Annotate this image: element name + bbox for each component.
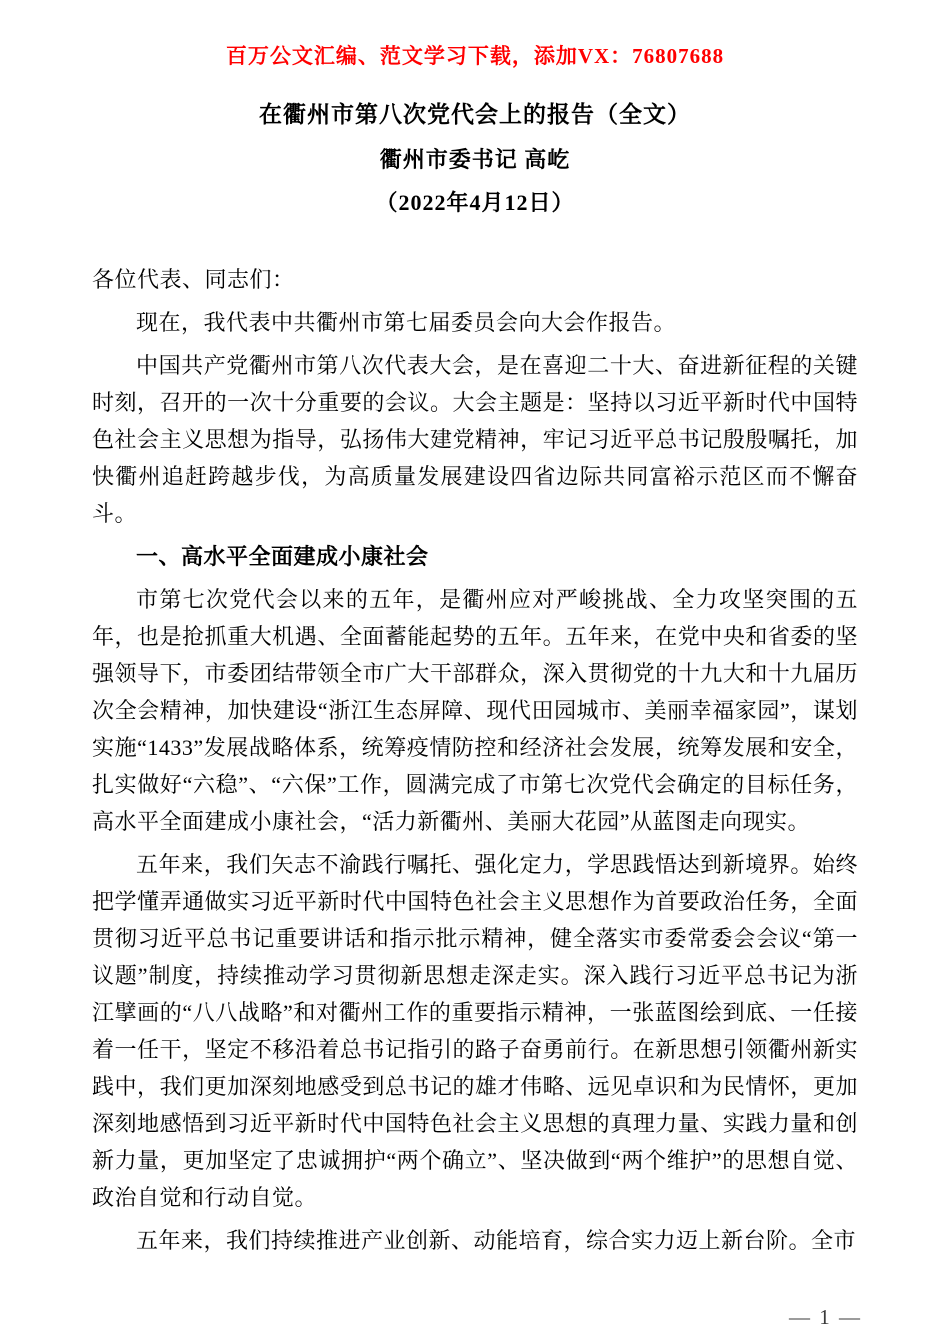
document-date: （2022年4月12日） [375,190,575,215]
body-paragraph: 现在，我代表中共衢州市第七届委员会向大会作报告。 [136,310,677,335]
salutation-paragraph: 各位代表、同志们： [92,267,295,292]
document-body [92,261,858,1259]
body-paragraph: 五年来，我们持续推进产业创新、动能培育，综合实力迈上新台阶。全市 [136,1228,857,1253]
page-number: — 1 — [789,1305,862,1329]
body-paragraph: 中国共产党衢州市第八次代表大会，是在喜迎二十大、奋进新征程的关键时刻，召开的一次十分重要的会议。大会主题是：坚持以习近平新时代中国特色社会主义思想为指导，弘扬伟大建党精神，牢记习近平总书记殷殷嘱托，加快衢州追赶跨越步伐，为高质量发展建设四省边际共同富裕示范区而不懈奋斗。 [92,353,858,526]
promo-banner-text: 百万公文汇编、范文学习下载，添加VX：76807688 [225,44,725,68]
body-paragraph: 市第七次党代会以来的五年，是衢州应对严峻挑战、全力攻坚突围的五年，也是抢抓重大机遇、全面蓄能起势的五年。五年来，在党中央和省委的坚强领导下，市委团结带领全市广大干部群众，深入贯彻党的十九大和十九届历次全会精神，加快建设“浙江生态屏障、现代田园城市、美丽幸福家园”，谋划实施“1433”发展战略体系，统筹疫情防控和经济社会发展，统筹发展和安全，扎实做好“六稳”、“六保”工作，圆满完成了市第七次党代会确定的目标任务，高水平全面建成小康社会，“活力新衢州、美丽大花园”从蓝图走向现实。 [92,587,858,834]
document-title: 在衢州市第八次党代会上的报告（全文） [259,102,691,127]
document-author: 衢州市委书记 高屹 [379,147,571,172]
body-paragraph: 五年来，我们矢志不渝践行嘱托、强化定力，学思践悟达到新境界。始终把学懂弄通做实习近平新时代中国特色社会主义思想作为首要政治任务，全面贯彻习近平总书记重要讲话和指示批示精神，健全落实市委常委会会议“第一议题”制度，持续推动学习贯彻新思想走深走实。深入践行习近平总书记为浙江擘画的“八八战略”和对衢州工作的重要指示精神，一张蓝图绘到底、一任接着一任干，坚定不移沿着总书记指引的路子奋勇前行。在新思想引领衢州新实践中，我们更加深刻地感受到总书记的雄才伟略、远见卓识和为民情怀，更加深刻地感悟到习近平新时代中国特色社会主义思想的真理力量、实践力量和创新力量，更加坚定了忠诚拥护“两个确立”、坚决做到“两个维护”的思想自觉、政治自觉和行动自觉。 [92,852,858,1210]
section-heading: 一、高水平全面建成小康社会 [136,544,429,569]
